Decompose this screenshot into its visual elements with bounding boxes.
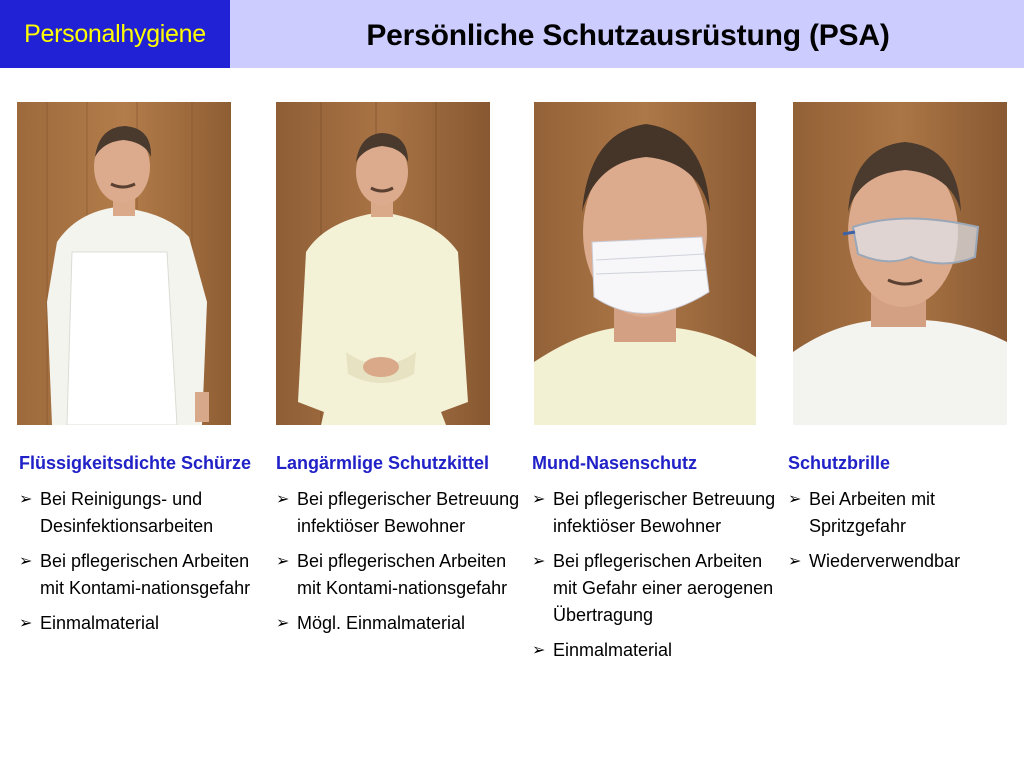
bullet-item xyxy=(19,486,269,540)
bullet-item xyxy=(19,548,269,602)
bullet-text: Einmalmaterial xyxy=(40,613,160,633)
slide-title: Persönliche Schutzausrüstung (PSA) xyxy=(366,19,890,52)
arrow-bullet-icon: ➢ xyxy=(19,491,33,508)
photo-gown xyxy=(276,102,490,425)
bullet-item xyxy=(788,486,1018,540)
arrow-bullet-icon: ➢ xyxy=(532,642,546,659)
bullet-text: Mögl. Einmalmaterial xyxy=(297,613,466,633)
bullet-list xyxy=(276,486,526,637)
man-in-white-apron-photo xyxy=(17,102,231,425)
arrow-bullet-icon: ➢ xyxy=(788,491,802,508)
column-gown xyxy=(276,450,526,645)
bullet-list xyxy=(19,486,269,637)
bullet-item xyxy=(532,548,782,629)
bullet-item xyxy=(19,610,269,637)
arrow-bullet-icon: ➢ xyxy=(532,553,546,570)
bullet-item xyxy=(532,486,782,540)
bullet-text: Wiederverwendbar xyxy=(809,551,961,571)
bullet-text: Bei pflegerischer Betreuung infektiöser Bewohner xyxy=(553,489,776,536)
column-heading: Mund-Nasenschutz xyxy=(532,453,698,473)
bullet-text: Bei Arbeiten mit Spritzgefahr xyxy=(809,489,936,536)
bullet-item xyxy=(276,548,526,602)
photo-apron xyxy=(17,102,231,425)
column-heading: Schutzbrille xyxy=(788,453,891,473)
bullet-item xyxy=(276,486,526,540)
bullet-item xyxy=(532,637,782,664)
section-tag: Personalhygiene xyxy=(0,0,230,68)
bullet-text: Einmalmaterial xyxy=(553,640,673,660)
photo-mask xyxy=(534,102,756,425)
column-heading: Flüssigkeitsdichte Schürze xyxy=(19,453,252,473)
man-in-long-sleeved-gown-photo xyxy=(276,102,490,425)
arrow-bullet-icon: ➢ xyxy=(788,553,802,570)
column-goggles xyxy=(788,450,1018,583)
bullet-text: Bei Reinigungs- und Desinfektionsarbeiten xyxy=(40,489,214,536)
man-with-safety-goggles-photo xyxy=(793,102,1007,425)
arrow-bullet-icon: ➢ xyxy=(532,491,546,508)
bullet-list xyxy=(788,486,1018,575)
header-band xyxy=(0,0,1024,68)
bullet-text: Bei pflegerischen Arbeiten mit Kontami-nationsgefahr xyxy=(40,551,251,598)
photo-goggles xyxy=(793,102,1007,425)
column-apron xyxy=(19,450,269,645)
bullet-item xyxy=(276,610,526,637)
arrow-bullet-icon: ➢ xyxy=(19,553,33,570)
bullet-text: Bei pflegerischen Arbeiten mit Kontami-nationsgefahr xyxy=(297,551,508,598)
arrow-bullet-icon: ➢ xyxy=(276,553,290,570)
bullet-text: Bei pflegerischen Arbeiten mit Gefahr einer aerogenen Übertragung xyxy=(553,551,774,625)
arrow-bullet-icon: ➢ xyxy=(276,615,290,632)
column-mask xyxy=(532,450,782,672)
arrow-bullet-icon: ➢ xyxy=(276,491,290,508)
bullet-list xyxy=(532,486,782,664)
man-with-face-mask-photo xyxy=(534,102,756,425)
arrow-bullet-icon: ➢ xyxy=(19,615,33,632)
bullet-text: Bei pflegerischer Betreuung infektiöser Bewohner xyxy=(297,489,520,536)
bullet-item xyxy=(788,548,1018,575)
column-heading: Langärmlige Schutzkittel xyxy=(276,453,490,473)
